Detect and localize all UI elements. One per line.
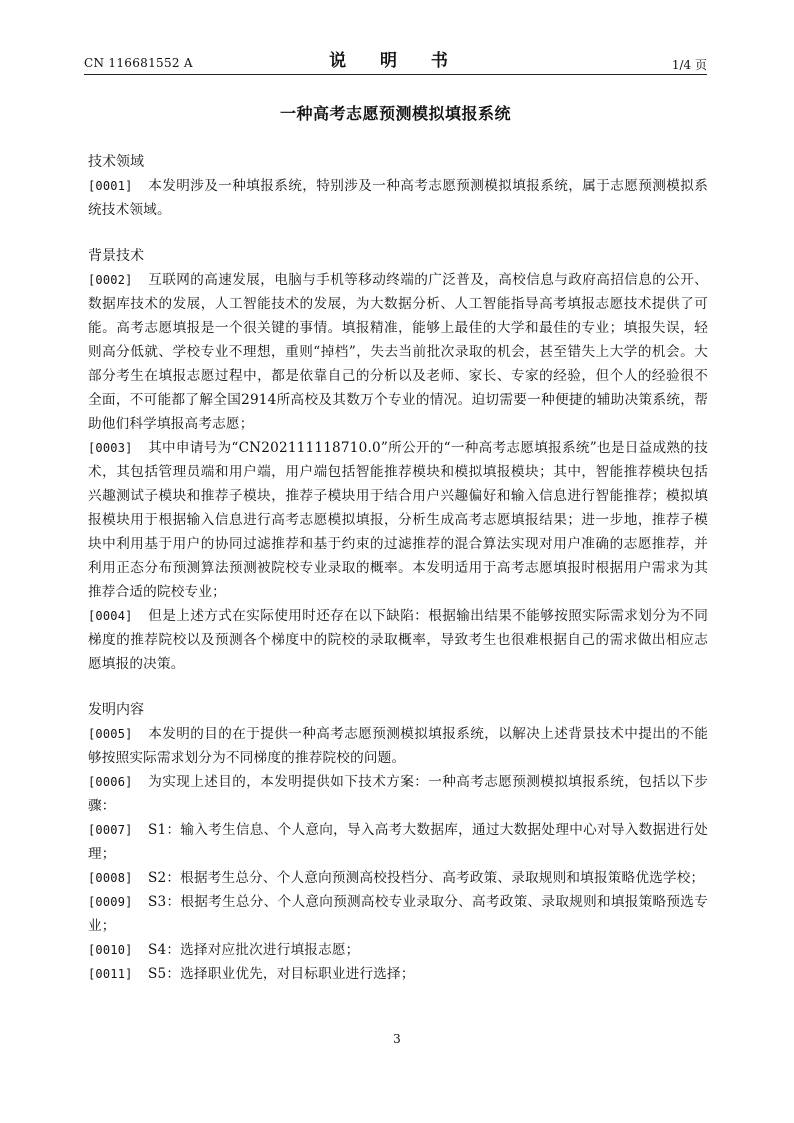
paragraph-number: [0009] (88, 895, 133, 909)
paragraph-number: [0004] (88, 609, 133, 623)
paragraph-text: 但是上述方式在实际使用时还存在以下缺陷：根据输出结果不能够按照实际需求划分为不同梯度的推荐院校以及预测各个梯度中的院校的录取概率，导致考生也很难根据自己的需求做出相应志愿填报的决策。 (88, 608, 708, 672)
paragraph-number: [0006] (88, 775, 133, 789)
document-type: 说 明 书 (329, 51, 462, 71)
paragraph-number: [0001] (88, 179, 133, 193)
paragraph-text: 互联网的高速发展，电脑与手机等移动终端的广泛普及，高校信息与政府高招信息的公开、数据库技术的发展，人工智能技术的发展，为大数据分析、人工智能指导高考填报志愿技术提供了可能。高考志愿填报是一个很关键的事情。填报精准，能够上最佳的大学和最佳的专业；填报失误，轻则高分低就、学校专业不理想，重则“掉档”，失去当前批次录取的机会，甚至错失上大学的机会。大部分考生在填报志愿过程中，都是依靠自己的分析以及老师、家长、专家的经验，但个人的经验很不全面，不可能都了解全国2914所高校及其数万个专业的情况。迫切需要一种便捷的辅助决策系统，帮助他们科学填报高考志愿； (88, 272, 708, 432)
paragraph-number: [0002] (88, 273, 133, 287)
paragraph-text: S5：选择职业优先，对目标职业进行选择； (148, 966, 415, 982)
section-heading: 发明内容 (88, 702, 144, 718)
header-divider (84, 74, 707, 75)
paragraph (88, 962, 708, 986)
document-number: CN 116681552 A (84, 56, 193, 70)
page-number: 3 (393, 1032, 401, 1046)
section-heading: 技术领域 (88, 154, 144, 170)
paragraph (88, 866, 708, 890)
paragraph-number: [0011] (88, 967, 133, 981)
paragraph-text: 本发明涉及一种填报系统，特别涉及一种高考志愿预测模拟填报系统，属于志愿预测模拟系统技术领域。 (88, 178, 708, 218)
paragraph-text: S1：输入考生信息、个人意向，导入高考大数据库，通过大数据处理中心对导入数据进行处理； (88, 822, 708, 862)
paragraph-text: S2：根据考生总分、个人意向预测高校投档分、高考政策、录取规则和填报策略优选学校； (148, 870, 705, 886)
paragraph-number: [0007] (88, 823, 133, 837)
document-title: 一种高考志愿预测模拟填报系统 (279, 104, 511, 123)
paragraph (88, 938, 708, 962)
paragraph (88, 268, 708, 436)
document-body (88, 150, 708, 1008)
paragraph (88, 890, 708, 938)
page-indicator: 1/4 页 (671, 58, 707, 72)
page-header (84, 44, 707, 76)
section-background (88, 244, 708, 676)
paragraph-text: 其中申请号为“CN202111118710.0”所公开的“一种高考志愿填报系统”也是日益成熟的技术，其包括管理员端和用户端，用户端包括智能推荐模块和模拟填报模块；其中，智能推荐模块包括兴趣测试子模块和推荐子模块，推荐子模块用于结合用户兴趣偏好和输入信息进行智能推荐；模拟填报模块用于根据输入信息进行高考志愿模拟填报，分析生成高考志愿填报结果；进一步地，推荐子模块中利用基于用户的协同过滤推荐和基于约束的过滤推荐的混合算法实现对用户准确的志愿推荐，并利用正态分布预测算法预测被院校专业录取的概率。本发明适用于高考志愿填报时根据用户需求为其推荐合适的院校专业； (88, 440, 708, 600)
paragraph-number: [0008] (88, 871, 133, 885)
section-summary (88, 698, 708, 986)
paragraph (88, 174, 708, 222)
paragraph-number: [0010] (88, 943, 133, 957)
paragraph (88, 436, 708, 604)
paragraph-text: S4：选择对应批次进行填报志愿； (148, 942, 360, 958)
paragraph (88, 604, 708, 676)
paragraph-number: [0005] (88, 727, 133, 741)
section-technical-field (88, 150, 708, 222)
paragraph-text: S3：根据考生总分、个人意向预测高校专业录取分、高考政策、录取规则和填报策略预选专业； (88, 894, 708, 934)
paragraph-number: [0003] (88, 441, 133, 455)
paragraph (88, 770, 708, 818)
section-heading: 背景技术 (88, 248, 144, 264)
paragraph (88, 818, 708, 866)
paragraph (88, 722, 708, 770)
paragraph-text: 为实现上述目的，本发明提供如下技术方案：一种高考志愿预测模拟填报系统，包括以下步骤： (88, 774, 708, 814)
paragraph-text: 本发明的目的在于提供一种高考志愿预测模拟填报系统，以解决上述背景技术中提出的不能够按照实际需求划分为不同梯度的推荐院校的问题。 (88, 726, 708, 766)
